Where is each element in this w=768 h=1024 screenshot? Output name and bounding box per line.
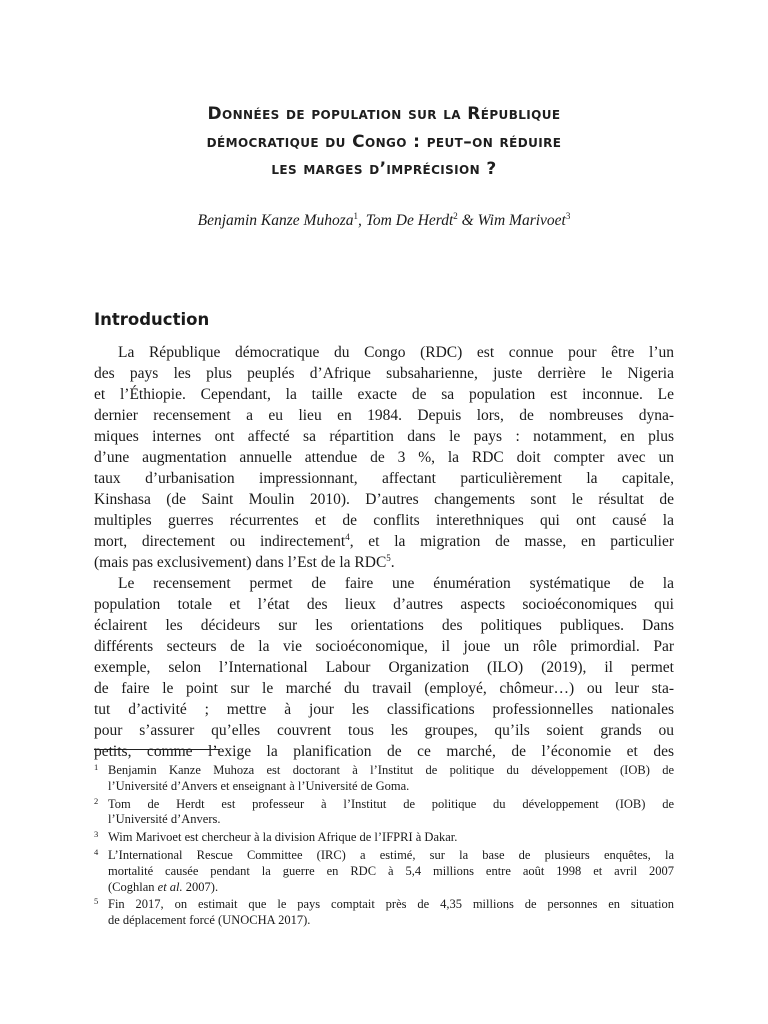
text-line: et l’Éthiopie. Cependant, la taille exacte de sa population est inconnue. Le [94, 386, 674, 403]
text-fragment: , et la migration de masse, en particulier [349, 533, 674, 550]
footnote-line: Fin 2017, on estimait que le pays comptait près de 4,35 millions de personnes en situation [108, 897, 674, 912]
text-fragment: et al. [157, 879, 183, 894]
text-line [94, 531, 674, 552]
footnotes [94, 763, 674, 931]
text-line: population totale et l’état des lieux d’autres aspects socioéconomiques qui [94, 596, 674, 613]
footnote-ref: 4 [345, 532, 350, 542]
author-name: Benjamin Kanze Muhoza [197, 212, 354, 229]
text-fragment: mort, directement ou indirectement [94, 533, 346, 550]
footnote-ref: 5 [386, 553, 391, 563]
text-line: de faire le point sur le marché du travail (employé, chômeur…) ou leur sta- [94, 680, 674, 697]
text-line: multiples guerres récurrentes et de conflits interethniques qui ont causé la [94, 512, 674, 529]
author-name: Wim Marivoet [477, 212, 566, 229]
footnote-line [108, 880, 674, 896]
title-line: démocratique du Congo : peut–on réduire [206, 131, 562, 152]
footnote-ref: 3 [565, 211, 571, 221]
title-line: Données de population sur la République [207, 104, 561, 124]
footnote-number: 4 [94, 846, 99, 857]
text-fragment: (mais pas exclusivement) dans l’Est de la RDC [94, 554, 387, 571]
text-line: tut d’activité ; mettre à jour les classifications professionnelles nationales [94, 701, 674, 718]
text-line: d’une augmentation annuelle attendue de 3 %, la RDC doit compter avec un [94, 449, 674, 466]
text-line: des pays les plus peuplés d’Afrique subsaharienne, juste derrière le Nigeria [94, 365, 674, 382]
text-line: La République démocratique du Congo (RDC) est connue pour être l’un [118, 344, 674, 361]
footnote-line: Tom de Herdt est professeur à l’Institut de politique du développement (IOB) de [108, 796, 674, 811]
text-line: éclairent les décideurs sur les orientations des politiques publiques. Dans [94, 617, 674, 634]
footnote [94, 830, 674, 846]
title-line: les marges d’imprécision ? [271, 159, 497, 179]
footnote [94, 763, 674, 795]
footnote [94, 897, 674, 929]
author-separator: & [457, 212, 478, 229]
text-line: pour s’assurer qu’elles couvrent tous les groupes, qu’ils soient grands ou [94, 722, 674, 739]
text-line: Kinshasa (de Saint Moulin 2010). D’autres changements sont le résultat de [94, 491, 674, 508]
text-line: miques internes ont affecté sa répartition dans le pays : notamment, en plus [94, 428, 674, 445]
text-fragment: (Coghlan [108, 879, 158, 894]
text-line: différents secteurs de la vie socioéconomique, il joue un rôle primordial. Par [94, 638, 674, 655]
text-line: taux d’urbanisation impressionnant, affectant particulièrement la capitale, [94, 470, 674, 487]
text-line [94, 552, 674, 573]
article-title [94, 101, 674, 184]
footnote [94, 848, 674, 895]
author-separator: , [357, 212, 366, 229]
footnote-number: 2 [94, 795, 99, 806]
footnote-number: 3 [94, 829, 99, 840]
footnote-ref: 2 [453, 211, 458, 221]
text-line: petits, comme l’exige la planification de ce marché, de l’économie et des [94, 743, 674, 760]
footnote-separator [94, 749, 220, 750]
footnote-line: L’International Rescue Committee (IRC) a estimé, sur la base de plusieurs enquêtes, la [108, 847, 674, 862]
footnote-line: de déplacement forcé (UNOCHA 2017). [108, 913, 311, 928]
text-line: Le recensement permet de faire une énumération systématique de la [118, 575, 674, 592]
section-heading: Introduction [94, 310, 210, 329]
text-fragment: 2007). [182, 879, 219, 894]
footnote-line: mortalité causée pendant la guerre en RDC à 5,4 millions entre août 1998 et avril 2007 [108, 863, 674, 878]
author-name: Tom De Herdt [365, 212, 454, 229]
author-list [94, 211, 674, 231]
footnote-line: l’Université d’Anvers et enseignant à l’Université de Goma. [108, 778, 410, 793]
footnote-line: Wim Marivoet est chercheur à la division Afrique de l’IFPRI à Dakar. [108, 830, 458, 845]
footnote-line: l’Université d’Anvers. [108, 812, 221, 827]
footnote-number: 1 [94, 762, 99, 772]
footnote-ref: 1 [353, 211, 358, 221]
footnote-line: Benjamin Kanze Muhoza est doctorant à l’Institut de politique du développement (IOB) de [108, 763, 674, 777]
body-text [94, 342, 674, 762]
footnote [94, 797, 674, 829]
text-fragment: . [390, 554, 395, 571]
footnote-number: 5 [94, 896, 99, 907]
text-line: dernier recensement a eu lieu en 1984. Depuis lors, de nombreuses dyna- [94, 407, 674, 424]
text-line: exemple, selon l’International Labour Organization (ILO) (2019), il permet [94, 659, 674, 676]
